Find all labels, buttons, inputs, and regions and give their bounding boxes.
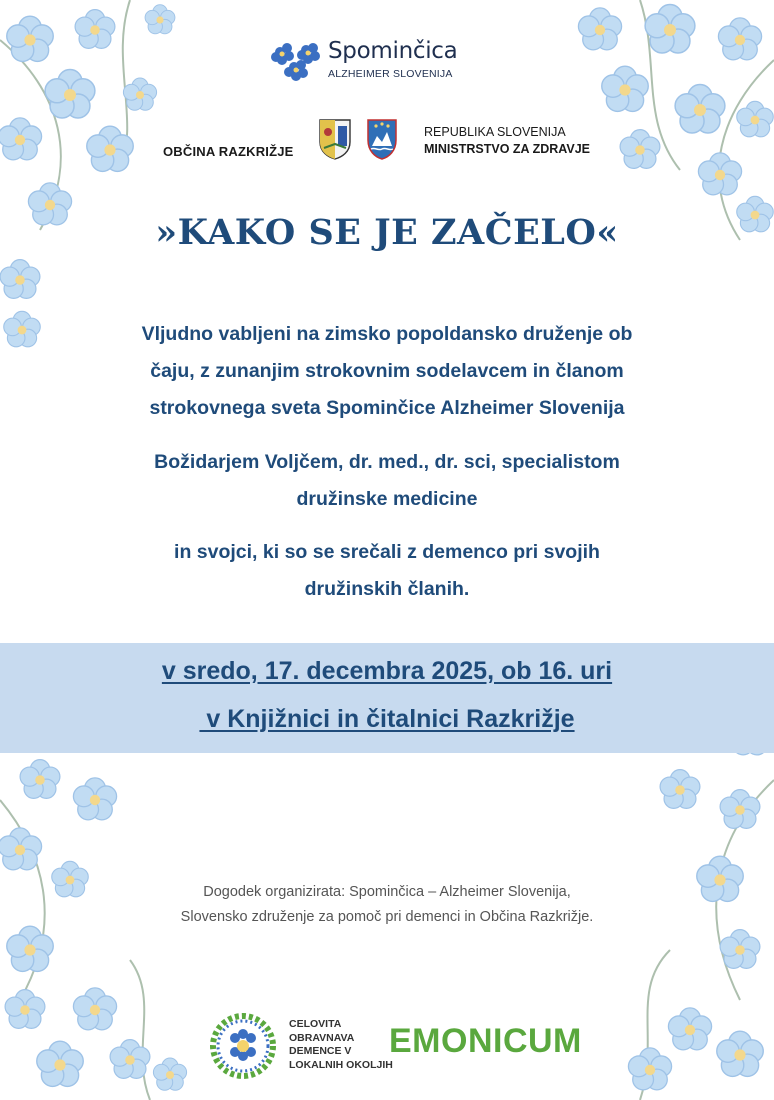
organizers-line-1: Dogodek organizirata: Spominčica – Alzheimer Slovenija, [203,884,571,900]
ministry-label [424,124,590,158]
event-details-band [0,643,774,753]
spomincica-logo [268,38,468,86]
text-line: Božidarjem Voljčem, dr. med., dr. sci, specialistom [154,451,620,473]
municipality-name: OBČINA RAZKRIŽJE [163,144,294,159]
ministry-name: MINISTRSTVO ZA ZDRAVJE [424,142,590,156]
event-title: »KAKO SE JE ZAČELO« [155,212,619,253]
slovenia-coat-of-arms-icon [366,118,398,160]
project-logo [205,1008,405,1084]
invitation-paragraph-1 [60,316,714,427]
project-line: DEMENCE V [289,1045,352,1057]
forget-me-not-icon [268,40,326,82]
text-line: Vljudno vabljeni na zimsko popoldansko druženje ob [141,323,633,345]
text-line: strokovnega sveta Spominčice Alzheimer Slovenija [149,397,625,419]
text-line: in svojci, ki so se srečali z demenco pri svojih [174,541,600,563]
text-line: družinskih članih. [304,578,470,600]
republic-name: REPUBLIKA SLOVENIJA [424,125,566,139]
project-line: LOKALNIH OKOLJIH [289,1058,393,1071]
project-name [289,1018,393,1072]
project-line: OBRAVNAVA [289,1031,355,1044]
partner-logos [0,118,774,168]
organizers-line-2: Slovensko združenje za pomoč pri demenci in Občina Razkrižje. [180,909,594,925]
event-place: v Knjižnici in čitalnici Razkrižje [199,705,575,733]
sponsor-name: Spominčica [328,38,458,64]
text-line: družinske medicine [296,488,478,510]
event-date: v sredo, 17. decembra 2025, ob 16. uri [161,657,613,685]
sponsor-subtitle: ALZHEIMER SLOVENIJA [328,68,453,80]
emonicum-logo: EMONICUM [389,1022,582,1060]
municipality-crest-icon [318,118,352,160]
invitation-paragraph-2 [60,444,714,518]
organizers-note [80,880,694,930]
text-line: čaju, z zunanjim strokovnim sodelavcem in članom [150,360,624,382]
invitation-paragraph-3 [60,534,714,608]
project-line: CELOVITA [289,1018,342,1030]
project-wreath-icon [205,1008,281,1084]
